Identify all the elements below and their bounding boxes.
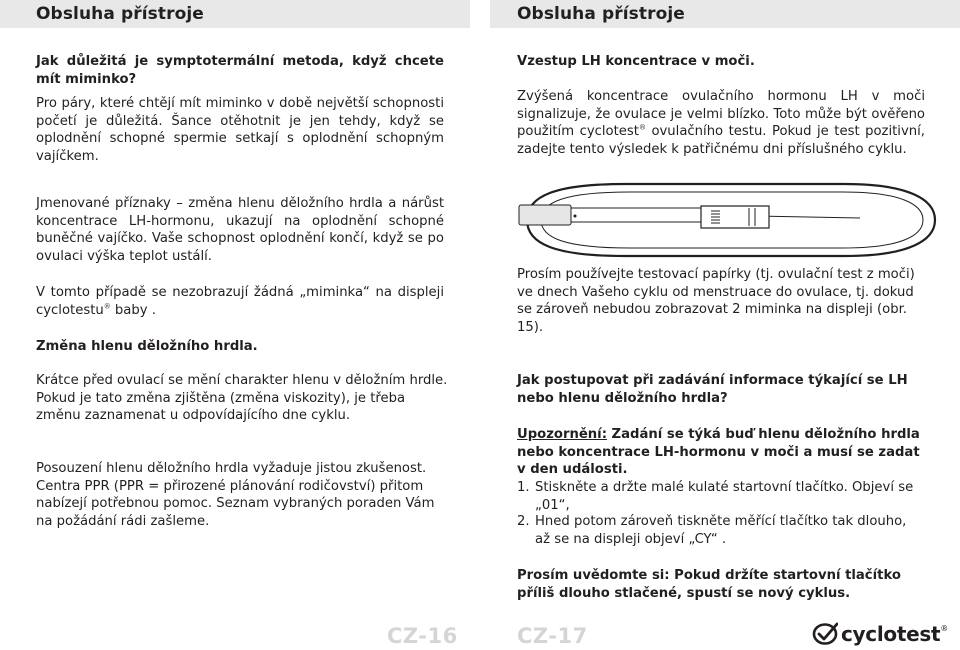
left-p3-text-end: baby . bbox=[110, 302, 156, 318]
step-text: Hned potom zároveň tiskněte měřící tlačítko tak dlouho, až se na displeji objeví „CY“ . bbox=[535, 514, 907, 547]
registered-mark: ® bbox=[103, 302, 111, 311]
step-item bbox=[517, 513, 917, 548]
logo-check-icon bbox=[812, 622, 838, 646]
right-paragraph-2: Prosím používejte testovací papírky (tj. ovulační test z moči) ve dnech Vašeho cyklu od menstruace do ovulace, tj. dokud se zároveň nebudou zobrazovat 2 miminka na displeji (obr. 15). bbox=[517, 267, 915, 335]
left-paragraph-2: Jmenované příznaky – změna hlenu děložního hrdla a nárůst koncentrace LH-hormonu, ukazují na oplodnění schopné buněčné vajíčko. Vaše schopnost oplodnění končí, když se po ovulaci výška teplot ustálí. bbox=[36, 196, 444, 264]
left-page-title: Obsluha přístroje bbox=[36, 4, 204, 24]
cyclotest-logo bbox=[812, 620, 948, 648]
registered-mark: ® bbox=[638, 123, 646, 132]
right-p1-text: Zvýšená koncentrace ovulačního hormonu LH v moči signalizuje, že ovulace je velmi blízko. Toto může být ověřeno použitím cyclotest bbox=[517, 89, 925, 139]
logo-registered-mark: ® bbox=[940, 624, 949, 633]
warning-text: Zadání se týká buď hlenu děložního hrdla nebo koncentrace LH-hormonu v moči a musí se zadat v den události. bbox=[517, 427, 920, 477]
left-page-number: CZ-16 bbox=[387, 624, 458, 648]
left-paragraph-5: Posouzení hlenu děložního hrdla vyžaduje jistou zkušenost. Centra PPR (PPR = přirozené plánování rodičovství) přitom nabízejí potřebnou pomoc. Seznam vybraných poraden Vám na požádání rádi zašleme. bbox=[36, 461, 435, 529]
important-note: Prosím uvědomte si: Pokud držíte startovní tlačítko příliš dlouho stlačené, spustí se nový cyklus. bbox=[517, 568, 901, 601]
warning-note bbox=[517, 426, 929, 479]
right-page-number: CZ-17 bbox=[517, 624, 588, 648]
right-subheading: Vzestup LH koncentrace v moči. bbox=[517, 54, 755, 69]
left-p3-text: V tomto případě se nezobrazují žádná „miminka“ na displeji cyclotestu bbox=[36, 285, 444, 318]
step-number: 2. bbox=[517, 514, 530, 529]
step-text: Stiskněte a držte malé kulaté startovní tlačítko. Objeví se „01“, bbox=[535, 480, 914, 513]
left-paragraph-1: Pro páry, které chtějí mít miminko v době největší schopnosti početí je důležitá. Šance otěhotnit je jen tehdy, když se oplodnění schopné spermie setkají s oplodnění schopným vajíčkem. bbox=[36, 96, 444, 164]
step-number: 1. bbox=[517, 480, 530, 495]
left-subheading: Změna hlenu děložního hrdla. bbox=[36, 339, 258, 354]
warning-label: Upozornění: bbox=[517, 427, 607, 442]
ovulation-test-strip-illustration bbox=[515, 178, 940, 263]
left-paragraph-3 bbox=[36, 284, 444, 319]
left-question-heading: Jak důležitá je symptotermální metoda, když chcete mít miminko? bbox=[36, 54, 444, 87]
logo-text: cyclotest bbox=[841, 622, 941, 646]
right-page-title: Obsluha přístroje bbox=[517, 4, 685, 24]
left-paragraph-4: Krátce před ovulací se mění charakter hlenu v děložním hrdle. Pokud je tato změna zjištěna (změna viskozity), je třeba změnu zaznamenat u odpovídajícího dne cyklu. bbox=[36, 373, 448, 423]
right-question-heading: Jak postupovat při zadávání informace týkající se LH nebo hlenu děložního hrdla? bbox=[517, 373, 908, 406]
right-paragraph-1 bbox=[517, 88, 925, 158]
right-p1-text-end: ovulačního testu. Pokud je test pozitivní, zadejte tento výsledek k patřičnému dni příslušného cyklu. bbox=[517, 124, 925, 157]
step-item bbox=[517, 479, 929, 514]
